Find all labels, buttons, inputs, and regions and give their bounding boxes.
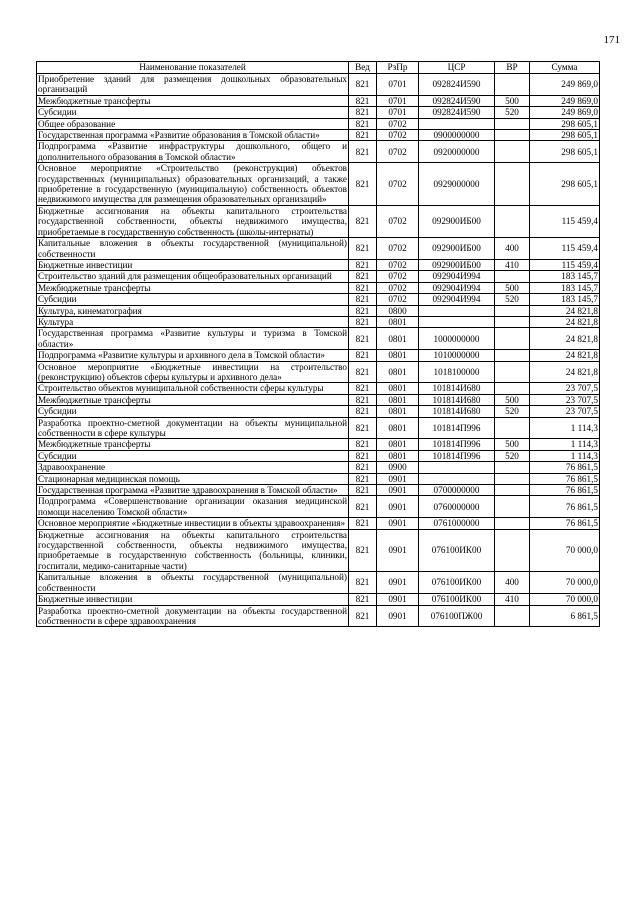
row-name: Субсидии (37, 406, 349, 417)
row-sum: 70 000,0 (530, 529, 600, 572)
row-ved: 821 (349, 496, 377, 518)
row-sum: 1 114,3 (530, 450, 600, 461)
row-vr (495, 118, 530, 129)
row-ved: 821 (349, 259, 377, 270)
row-ved: 821 (349, 383, 377, 394)
row-csr: 076100ИК00 (419, 529, 495, 572)
row-ved: 821 (349, 406, 377, 417)
table-row (37, 529, 600, 572)
row-csr: 0700000000 (419, 485, 495, 496)
row-name: Строительство зданий для размещения общеобразовательных организаций (37, 271, 349, 282)
row-sum: 76 861,5 (530, 462, 600, 473)
row-sum: 115 459,4 (530, 205, 600, 237)
table-row (37, 282, 600, 293)
row-name: Капитальные вложения в объекты государственной (муниципальной) собственности (38, 572, 347, 593)
row-ved: 821 (349, 485, 377, 496)
row-name: Капитальные вложения в объекты государственной (муниципальной) собственности (38, 238, 347, 259)
table-row (37, 118, 600, 129)
table-row (37, 271, 600, 282)
row-rzpr: 0901 (377, 485, 419, 496)
row-name: Культура, кинематография (37, 305, 349, 316)
table-row (37, 205, 600, 237)
row-ved: 821 (349, 95, 377, 106)
header-rzpr: РзПр (377, 62, 419, 74)
row-vr (495, 529, 530, 572)
row-csr: 101814П996 (419, 450, 495, 461)
row-rzpr: 0702 (377, 118, 419, 129)
row-csr: 1000000000 (419, 328, 495, 350)
row-ved: 821 (349, 529, 377, 572)
row-rzpr: 0901 (377, 572, 419, 594)
header-vr: ВР (495, 62, 530, 74)
row-ved: 821 (349, 107, 377, 118)
row-vr: 520 (495, 107, 530, 118)
row-name: Бюджетные инвестиции (37, 594, 349, 605)
row-ved: 821 (349, 594, 377, 605)
table-row (37, 328, 600, 350)
row-rzpr: 0801 (377, 450, 419, 461)
table-row (37, 518, 600, 529)
row-rzpr: 0801 (377, 350, 419, 361)
row-name: Бюджетные ассигнования на объекты капитального строительства государственной собственности, объекты недвижимого имущества, приобретаемые в государственную собственность (школы-интернаты) (38, 205, 347, 237)
table-row (37, 485, 600, 496)
row-vr: 410 (495, 259, 530, 270)
row-csr (419, 462, 495, 473)
row-csr (419, 305, 495, 316)
row-csr (419, 118, 495, 129)
row-sum: 1 114,3 (530, 439, 600, 450)
row-csr: 1010000000 (419, 350, 495, 361)
row-vr (495, 605, 530, 627)
row-rzpr: 0801 (377, 406, 419, 417)
row-sum: 6 861,5 (530, 605, 600, 627)
table-row (37, 383, 600, 394)
row-ved: 821 (349, 361, 377, 383)
row-rzpr: 0801 (377, 328, 419, 350)
row-sum: 183 145,7 (530, 282, 600, 293)
row-vr: 500 (495, 282, 530, 293)
row-ved: 821 (349, 394, 377, 405)
row-name: Основное мероприятие «Бюджетные инвестиции на строительство (реконструкцию) объектов сферы культуры и архивного дела» (38, 361, 347, 382)
table-row (37, 141, 600, 163)
row-vr (495, 518, 530, 529)
row-sum: 76 861,5 (530, 485, 600, 496)
table-row (37, 130, 600, 141)
row-csr: 1018100000 (419, 361, 495, 383)
row-name: Культура (37, 316, 349, 327)
row-sum: 298 605,1 (530, 163, 600, 206)
row-name: Здравоохранение (37, 462, 349, 473)
table-row (37, 305, 600, 316)
row-rzpr: 0801 (377, 383, 419, 394)
row-vr (495, 350, 530, 361)
table-row (37, 238, 600, 260)
table-row (37, 450, 600, 461)
row-sum: 183 145,7 (530, 271, 600, 282)
table-row (37, 394, 600, 405)
row-sum: 115 459,4 (530, 259, 600, 270)
row-ved: 821 (349, 350, 377, 361)
row-name: Субсидии (37, 107, 349, 118)
row-rzpr: 0702 (377, 205, 419, 237)
row-rzpr: 0702 (377, 282, 419, 293)
row-vr: 410 (495, 594, 530, 605)
row-name: Основное мероприятие «Строительство (реконструкция) объектов государственных (муниципальных) образовательных организаций, а также приобретение в государственную (муниципальную) собственность объектов недвижимого имущества для размещения образовательных организаций» (38, 163, 347, 205)
row-csr: 092900ИБ00 (419, 259, 495, 270)
row-csr: 0760000000 (419, 496, 495, 518)
row-vr (495, 163, 530, 206)
row-vr (495, 74, 530, 96)
row-ved: 821 (349, 462, 377, 473)
header-ved: Вед (349, 62, 377, 74)
row-ved: 821 (349, 74, 377, 96)
row-name: Субсидии (37, 294, 349, 305)
row-sum: 76 861,5 (530, 518, 600, 529)
row-vr: 500 (495, 394, 530, 405)
row-name: Строительство объектов муниципальной собственности сферы культуры (37, 383, 349, 394)
row-sum: 23 707,5 (530, 383, 600, 394)
row-name: Приобретение зданий для размещения дошкольных образовательных организаций (38, 74, 347, 95)
row-ved: 821 (349, 328, 377, 350)
row-vr (495, 328, 530, 350)
row-sum: 183 145,7 (530, 294, 600, 305)
table-row (37, 163, 600, 206)
row-sum: 249 869,0 (530, 95, 600, 106)
row-rzpr: 0702 (377, 163, 419, 206)
row-rzpr: 0900 (377, 462, 419, 473)
row-rzpr: 0901 (377, 496, 419, 518)
row-sum: 249 869,0 (530, 107, 600, 118)
row-ved: 821 (349, 439, 377, 450)
row-sum: 76 861,5 (530, 473, 600, 484)
row-csr: 076100ИК00 (419, 572, 495, 594)
row-name: Бюджетные ассигнования на объекты капитального строительства государственной собственности, объекты недвижимого имущества, приобретаемые в государственную собственность (больницы, клиники, госпитали, медико-санитарные части) (38, 529, 347, 571)
table-row (37, 417, 600, 439)
row-ved: 821 (349, 205, 377, 237)
table-row (37, 361, 600, 383)
row-csr (419, 473, 495, 484)
row-csr: 101814И680 (419, 394, 495, 405)
row-name: Государственная программа «Развитие культуры и туризма в Томской области» (38, 328, 347, 349)
row-rzpr: 0702 (377, 238, 419, 260)
row-vr: 400 (495, 238, 530, 260)
row-ved: 821 (349, 282, 377, 293)
row-ved: 821 (349, 473, 377, 484)
row-vr (495, 305, 530, 316)
row-sum: 24 821,8 (530, 305, 600, 316)
row-name: Разработка проектно-сметной документации на объекты государственной собственности в сфере здравоохранения (38, 605, 347, 626)
row-sum: 115 459,4 (530, 238, 600, 260)
row-sum: 24 821,8 (530, 361, 600, 383)
row-name: Разработка проектно-сметной документации на объекты муниципальной собственности в сфере культуры (38, 417, 347, 438)
row-csr: 092824И590 (419, 107, 495, 118)
row-rzpr: 0701 (377, 95, 419, 106)
table-row (37, 473, 600, 484)
row-csr: 101814П996 (419, 417, 495, 439)
row-vr (495, 496, 530, 518)
row-csr: 101814И680 (419, 406, 495, 417)
row-sum: 76 861,5 (530, 496, 600, 518)
row-csr: 092900ИБ00 (419, 205, 495, 237)
row-csr: 076100ПЖ00 (419, 605, 495, 627)
row-rzpr: 0702 (377, 294, 419, 305)
row-name: Межбюджетные трансферты (37, 394, 349, 405)
row-vr (495, 473, 530, 484)
row-ved: 821 (349, 450, 377, 461)
row-vr: 520 (495, 294, 530, 305)
row-rzpr: 0701 (377, 74, 419, 96)
row-ved: 821 (349, 118, 377, 129)
row-vr (495, 462, 530, 473)
row-rzpr: 0702 (377, 259, 419, 270)
row-vr: 520 (495, 406, 530, 417)
row-sum: 23 707,5 (530, 394, 600, 405)
row-sum: 24 821,8 (530, 316, 600, 327)
table-row (37, 95, 600, 106)
row-name: Субсидии (37, 450, 349, 461)
row-ved: 821 (349, 130, 377, 141)
table-row (37, 107, 600, 118)
header-csr: ЦСР (419, 62, 495, 74)
row-rzpr: 0901 (377, 605, 419, 627)
row-vr: 500 (495, 95, 530, 106)
row-sum: 70 000,0 (530, 572, 600, 594)
table-row (37, 605, 600, 627)
row-vr: 400 (495, 572, 530, 594)
table-row (37, 496, 600, 518)
row-vr (495, 417, 530, 439)
row-sum: 1 114,3 (530, 417, 600, 439)
row-csr: 101814П996 (419, 439, 495, 450)
row-rzpr: 0801 (377, 417, 419, 439)
row-sum: 249 869,0 (530, 74, 600, 96)
table-row (37, 406, 600, 417)
row-name: Основное мероприятие «Бюджетные инвестиции в объекты здравоохранения» (37, 518, 349, 529)
row-ved: 821 (349, 141, 377, 163)
table-row (37, 259, 600, 270)
row-csr: 0900000000 (419, 130, 495, 141)
row-csr: 092900ИБ00 (419, 238, 495, 260)
header-name: Наименование показателей (37, 62, 349, 74)
row-vr (495, 316, 530, 327)
row-sum: 24 821,8 (530, 328, 600, 350)
row-rzpr: 0901 (377, 529, 419, 572)
row-csr: 0920000000 (419, 141, 495, 163)
row-name: Подпрограмма «Совершенствование организации оказания медицинской помощи населению Томской области» (38, 496, 347, 517)
row-rzpr: 0701 (377, 107, 419, 118)
row-sum: 298 605,1 (530, 141, 600, 163)
row-rzpr: 0901 (377, 518, 419, 529)
row-sum: 70 000,0 (530, 594, 600, 605)
row-vr (495, 383, 530, 394)
row-rzpr: 0801 (377, 361, 419, 383)
row-rzpr: 0800 (377, 305, 419, 316)
row-csr: 092904И994 (419, 271, 495, 282)
row-sum: 298 605,1 (530, 118, 600, 129)
table-row (37, 439, 600, 450)
row-rzpr: 0801 (377, 439, 419, 450)
budget-table (36, 61, 600, 627)
row-vr (495, 141, 530, 163)
table-row (37, 294, 600, 305)
page-number: 171 (603, 34, 620, 46)
row-name: Государственная программа «Развитие здравоохранения в Томской области» (37, 485, 349, 496)
row-csr: 092904И994 (419, 282, 495, 293)
table-header-row (37, 62, 600, 74)
row-vr (495, 130, 530, 141)
row-ved: 821 (349, 316, 377, 327)
table-row (37, 350, 600, 361)
row-name: Бюджетные инвестиции (37, 259, 349, 270)
row-rzpr: 0702 (377, 271, 419, 282)
row-name: Подпрограмма «Развитие инфраструктуры дошкольного, общего и дополнительного образования в Томской области» (38, 141, 347, 162)
row-ved: 821 (349, 572, 377, 594)
row-vr (495, 485, 530, 496)
row-name: Межбюджетные трансферты (37, 282, 349, 293)
row-csr: 092904И994 (419, 294, 495, 305)
row-rzpr: 0801 (377, 394, 419, 405)
row-ved: 821 (349, 271, 377, 282)
row-name: Межбюджетные трансферты (37, 95, 349, 106)
row-csr: 092824И590 (419, 95, 495, 106)
row-rzpr: 0901 (377, 594, 419, 605)
row-name: Стационарная медицинская помощь (37, 473, 349, 484)
row-ved: 821 (349, 305, 377, 316)
row-csr: 0929000000 (419, 163, 495, 206)
row-ved: 821 (349, 417, 377, 439)
row-csr: 101814И680 (419, 383, 495, 394)
row-rzpr: 0801 (377, 316, 419, 327)
row-rzpr: 0702 (377, 141, 419, 163)
table-row (37, 462, 600, 473)
row-rzpr: 0901 (377, 473, 419, 484)
row-ved: 821 (349, 518, 377, 529)
row-sum: 23 707,5 (530, 406, 600, 417)
row-csr: 076100ИК00 (419, 594, 495, 605)
table-row (37, 316, 600, 327)
row-rzpr: 0702 (377, 130, 419, 141)
row-sum: 24 821,8 (530, 350, 600, 361)
row-name: Государственная программа «Развитие образования в Томской области» (37, 130, 349, 141)
row-ved: 821 (349, 294, 377, 305)
row-ved: 821 (349, 238, 377, 260)
table-row (37, 594, 600, 605)
row-vr: 500 (495, 439, 530, 450)
row-name: Межбюджетные трансферты (37, 439, 349, 450)
row-ved: 821 (349, 605, 377, 627)
row-name: Подпрограмма «Развитие культуры и архивного дела в Томской области» (37, 350, 349, 361)
table-row (37, 572, 600, 594)
row-csr: 092824И590 (419, 74, 495, 96)
row-vr (495, 271, 530, 282)
row-vr (495, 361, 530, 383)
row-sum: 298 605,1 (530, 130, 600, 141)
header-sum: Сумма (530, 62, 600, 74)
row-vr: 520 (495, 450, 530, 461)
table-row (37, 74, 600, 96)
row-ved: 821 (349, 163, 377, 206)
row-csr: 0761000000 (419, 518, 495, 529)
row-vr (495, 205, 530, 237)
row-name: Общее образование (37, 118, 349, 129)
row-csr (419, 316, 495, 327)
